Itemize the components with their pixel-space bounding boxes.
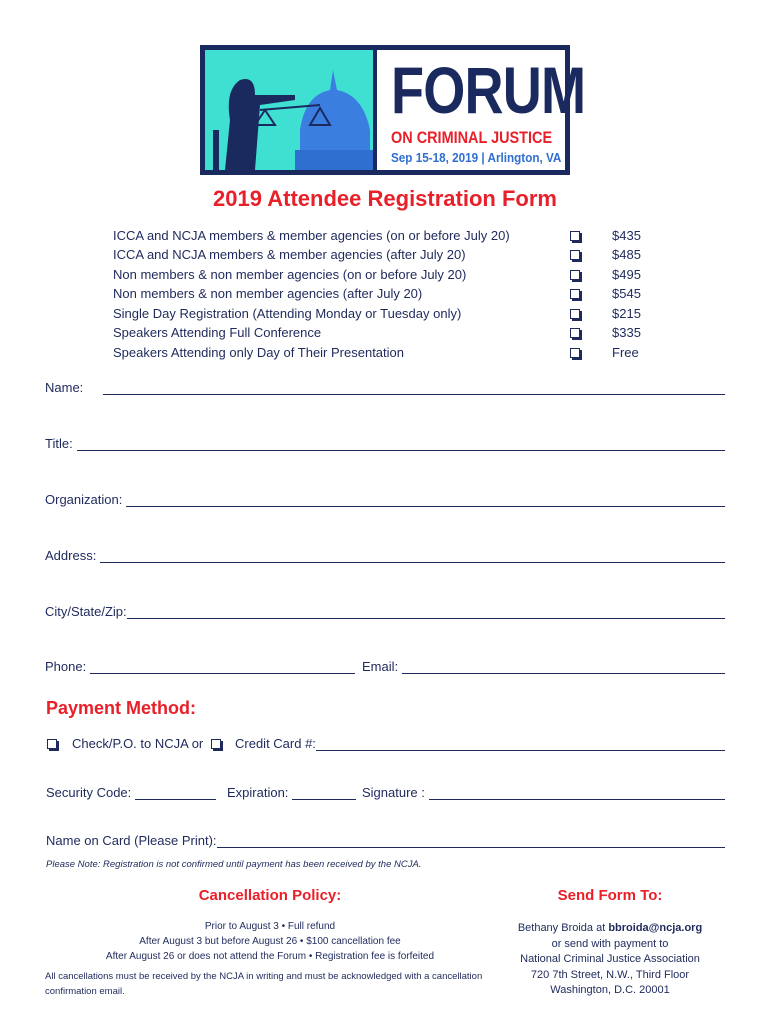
check-label: Check/P.O. to NCJA or bbox=[72, 736, 204, 751]
cancellation-lines bbox=[0, 919, 540, 964]
name-on-card-input[interactable] bbox=[217, 834, 725, 848]
credit-card-field bbox=[235, 736, 725, 751]
cancellation-footer: All cancellations must be received by the NCJA in writing and must be acknowledged with a cancellation confirmation email. bbox=[45, 971, 483, 997]
phone-field bbox=[45, 659, 355, 674]
name-label: Name: bbox=[45, 380, 84, 395]
signature-field bbox=[362, 785, 725, 800]
price-amount: $215 bbox=[612, 306, 641, 321]
check-checkbox[interactable] bbox=[47, 739, 57, 749]
expiration-label: Expiration: bbox=[227, 785, 289, 800]
name-on-card-field bbox=[46, 833, 725, 848]
price-option bbox=[113, 306, 653, 326]
phone-label: Phone: bbox=[45, 659, 87, 674]
price-checkbox[interactable] bbox=[570, 289, 580, 299]
address-field bbox=[45, 548, 725, 563]
price-option bbox=[113, 345, 653, 365]
credit-card-checkbox[interactable] bbox=[211, 739, 221, 749]
email-input[interactable] bbox=[402, 660, 725, 674]
phone-input[interactable] bbox=[90, 660, 355, 674]
address-input[interactable] bbox=[100, 549, 725, 563]
price-amount: $335 bbox=[612, 325, 641, 340]
price-label: ICCA and NCJA members & member agencies (after July 20) bbox=[113, 247, 466, 262]
send-heading: Send Form To: bbox=[557, 887, 663, 904]
logo-title: FORUM bbox=[391, 53, 586, 127]
email-field bbox=[362, 659, 725, 674]
price-label: Non members & non member agencies (on or before July 20) bbox=[113, 267, 467, 282]
price-amount: $435 bbox=[612, 228, 641, 243]
price-option bbox=[113, 247, 653, 267]
name-on-card-label: Name on Card (Please Print): bbox=[46, 833, 217, 848]
price-amount: Free bbox=[612, 345, 639, 360]
signature-label: Signature : bbox=[362, 785, 425, 800]
price-label: Speakers Attending Full Conference bbox=[113, 325, 322, 340]
send-email-link[interactable]: bbroida@ncja.org bbox=[608, 922, 703, 934]
payment-note: Please Note: Registration is not confirmed until payment has been received by the NCJA. bbox=[46, 859, 422, 870]
email-label: Email: bbox=[362, 659, 399, 674]
send-contact: Bethany Broida at bbox=[517, 922, 609, 934]
organization-field bbox=[45, 492, 725, 507]
price-label: Single Day Registration (Attending Monday or Tuesday only) bbox=[113, 306, 462, 321]
expiration-input[interactable] bbox=[292, 786, 356, 800]
name-field bbox=[45, 380, 725, 395]
price-checkbox[interactable] bbox=[570, 348, 580, 358]
price-checkbox[interactable] bbox=[570, 250, 580, 260]
cancellation-line: After August 26 or does not attend the Forum • Registration fee is forfeited bbox=[105, 951, 435, 962]
price-label: Non members & non member agencies (after July 20) bbox=[113, 286, 423, 301]
price-label: ICCA and NCJA members & member agencies (on or before July 20) bbox=[113, 228, 510, 243]
city-field bbox=[45, 604, 725, 619]
cancellation-heading: Cancellation Policy: bbox=[198, 887, 342, 904]
price-checkbox[interactable] bbox=[570, 309, 580, 319]
send-line: 720 7th Street, N.W., Third Floor bbox=[530, 968, 690, 981]
security-code-field bbox=[46, 785, 216, 800]
address-label: Address: bbox=[45, 548, 97, 563]
price-amount: $495 bbox=[612, 267, 641, 282]
lady-justice-capitol-illustration bbox=[205, 50, 377, 170]
form-title: 2019 Attendee Registration Form bbox=[213, 186, 557, 211]
send-line: National Criminal Justice Association bbox=[520, 953, 700, 965]
name-input[interactable] bbox=[103, 381, 725, 395]
credit-card-label: Credit Card #: bbox=[235, 736, 316, 751]
send-address bbox=[490, 921, 730, 999]
title-input[interactable] bbox=[77, 437, 725, 451]
organization-input[interactable] bbox=[126, 493, 725, 507]
send-line: Washington, D.C. 20001 bbox=[550, 984, 670, 996]
expiration-field bbox=[216, 785, 356, 800]
security-code-input[interactable] bbox=[135, 786, 216, 800]
city-label: City/State/Zip: bbox=[45, 604, 127, 619]
title-field bbox=[45, 436, 725, 451]
price-checkbox[interactable] bbox=[570, 231, 580, 241]
security-code-label: Security Code: bbox=[46, 785, 132, 800]
logo-subtitle: ON CRIMINAL JUSTICE bbox=[391, 128, 553, 147]
title-label: Title: bbox=[45, 436, 73, 451]
price-option bbox=[113, 267, 653, 287]
send-line: or send with payment to bbox=[551, 937, 669, 950]
cancellation-line: After August 3 but before August 26 • $100 cancellation fee bbox=[139, 936, 401, 947]
price-checkbox[interactable] bbox=[570, 270, 580, 280]
organization-label: Organization: bbox=[45, 492, 123, 507]
credit-card-input[interactable] bbox=[316, 737, 725, 751]
price-amount: $545 bbox=[612, 286, 641, 301]
city-input[interactable] bbox=[127, 605, 725, 619]
price-option bbox=[113, 286, 653, 306]
cancellation-line: Prior to August 3 • Full refund bbox=[204, 921, 336, 932]
payment-heading: Payment Method: bbox=[46, 698, 197, 718]
price-option bbox=[113, 325, 653, 345]
price-amount: $485 bbox=[612, 247, 641, 262]
price-option bbox=[113, 228, 653, 248]
price-checkbox[interactable] bbox=[570, 328, 580, 338]
price-label: Speakers Attending only Day of Their Presentation bbox=[113, 345, 404, 360]
logo-date: Sep 15-18, 2019 | Arlington, VA bbox=[391, 150, 562, 165]
signature-input[interactable] bbox=[429, 786, 725, 800]
forum-logo bbox=[200, 45, 586, 175]
